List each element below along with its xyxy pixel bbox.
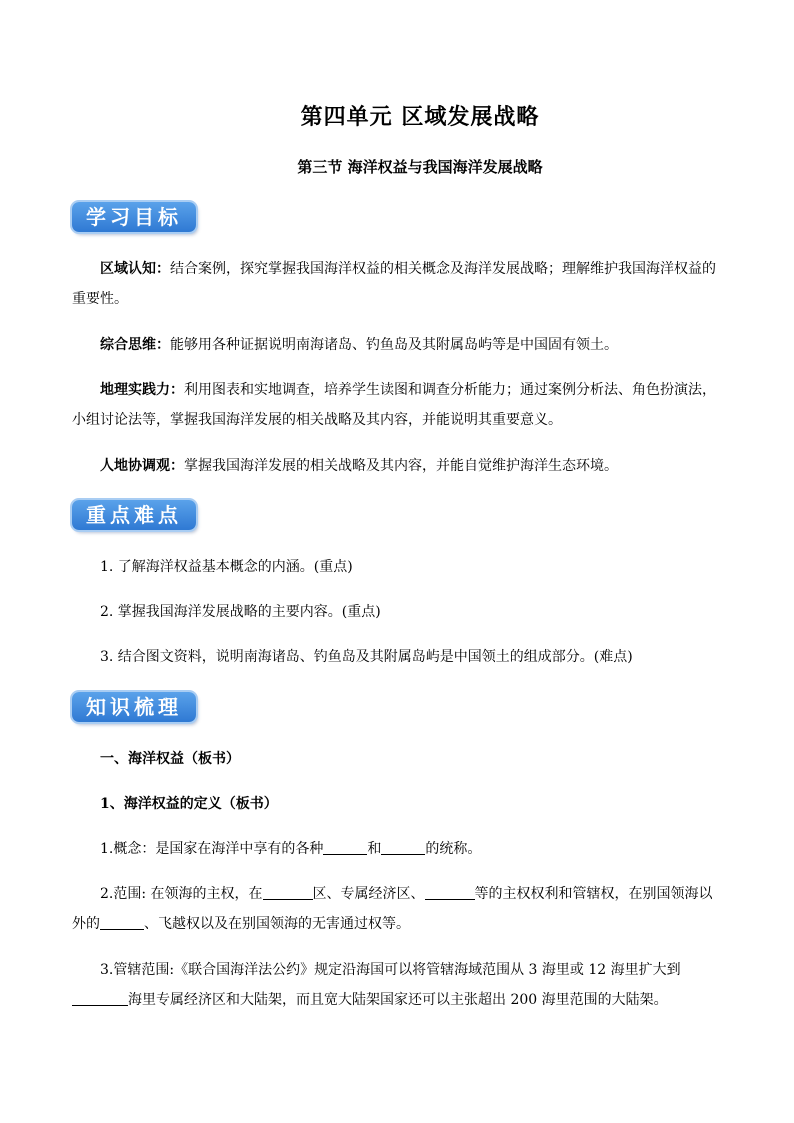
section-title: 第三节 海洋权益与我国海洋发展战略 [297, 158, 543, 176]
goal-text: 能够用各种证据说明南海诸岛、钓鱼岛及其附属岛屿等是中国固有领土。 [170, 337, 618, 353]
key-point-item: 3. 结合图文资料，说明南海诸岛、钓鱼岛及其附属岛屿是中国领土的组成部分。(难点) [100, 649, 633, 665]
scope-text-b: 区、专属经济区、 [312, 886, 425, 902]
goal-text: 利用图表和实地调查，培养学生读图和调查分析能力；通过案例分析法、角色扮演法，小组讨论法等，掌握我国海洋发展的相关战略及其内容，并能说明其重要意义。 [72, 382, 716, 428]
unit-title: 第四单元 区域发展战略 [300, 104, 540, 130]
heading-ocean-rights: 一、海洋权益（板书） [100, 751, 240, 767]
fill-blank[interactable] [425, 883, 475, 900]
goal-text: 结合案例，探究掌握我国海洋权益的相关概念及海洋发展战略；理解维护我国海洋权益的重要性。 [72, 261, 716, 307]
goal-label: 综合思维： [100, 337, 170, 353]
concept-text-c: 的统称。 [425, 841, 482, 857]
key-points-badge: 重点难点 [72, 500, 196, 530]
scope-text-a: 2.范围: 在领海的主权，在 [100, 886, 263, 902]
scope-text-c: 等的主权权利和管辖权，在别国领海以外的 [72, 886, 713, 932]
goal-regional-cognition [72, 254, 724, 314]
key-point-item: 2. 掌握我国海洋发展战略的主要内容。(重点) [100, 604, 381, 620]
fill-blank[interactable] [100, 913, 144, 930]
concept-line [72, 834, 724, 864]
goal-geographic-practice [72, 375, 724, 435]
concept-text-a: 1.概念：是国家在海洋中享有的各种 [100, 841, 324, 857]
fill-blank[interactable] [263, 883, 313, 900]
fill-blank[interactable] [72, 989, 128, 1006]
goal-comprehensive-thinking [72, 330, 724, 360]
goal-human-earth-harmony [72, 451, 724, 481]
jurisdiction-paragraph [72, 955, 724, 1015]
knowledge-badge: 知识梳理 [72, 692, 196, 722]
fill-blank[interactable] [323, 838, 367, 855]
goal-label: 人地协调观： [100, 458, 184, 474]
jurisdiction-text-b: 海里专属经济区和大陆架，而且宽大陆架国家还可以主张超出 200 海里范围的大陆架。 [128, 992, 668, 1008]
goal-text: 掌握我国海洋发展的相关战略及其内容，并能自觉维护海洋生态环境。 [184, 458, 618, 474]
heading-ocean-rights-definition: 1、海洋权益的定义（板书） [100, 796, 278, 812]
fill-blank[interactable] [381, 838, 425, 855]
concept-text-b: 和 [367, 841, 382, 857]
scope-text-d: 、飞越权以及在别国领海的无害通过权等。 [144, 916, 410, 932]
key-point-item: 1. 了解海洋权益基本概念的内涵。(重点) [100, 559, 353, 575]
scope-paragraph [72, 879, 724, 939]
goal-label: 地理实践力： [100, 382, 184, 398]
learning-goals-badge: 学习目标 [72, 202, 196, 232]
jurisdiction-text-a: 3.管辖范围:《联合国海洋法公约》规定沿海国可以将管辖海域范围从 3 海里或 12 海里扩大到 [100, 962, 681, 978]
goal-label: 区域认知： [100, 261, 170, 277]
